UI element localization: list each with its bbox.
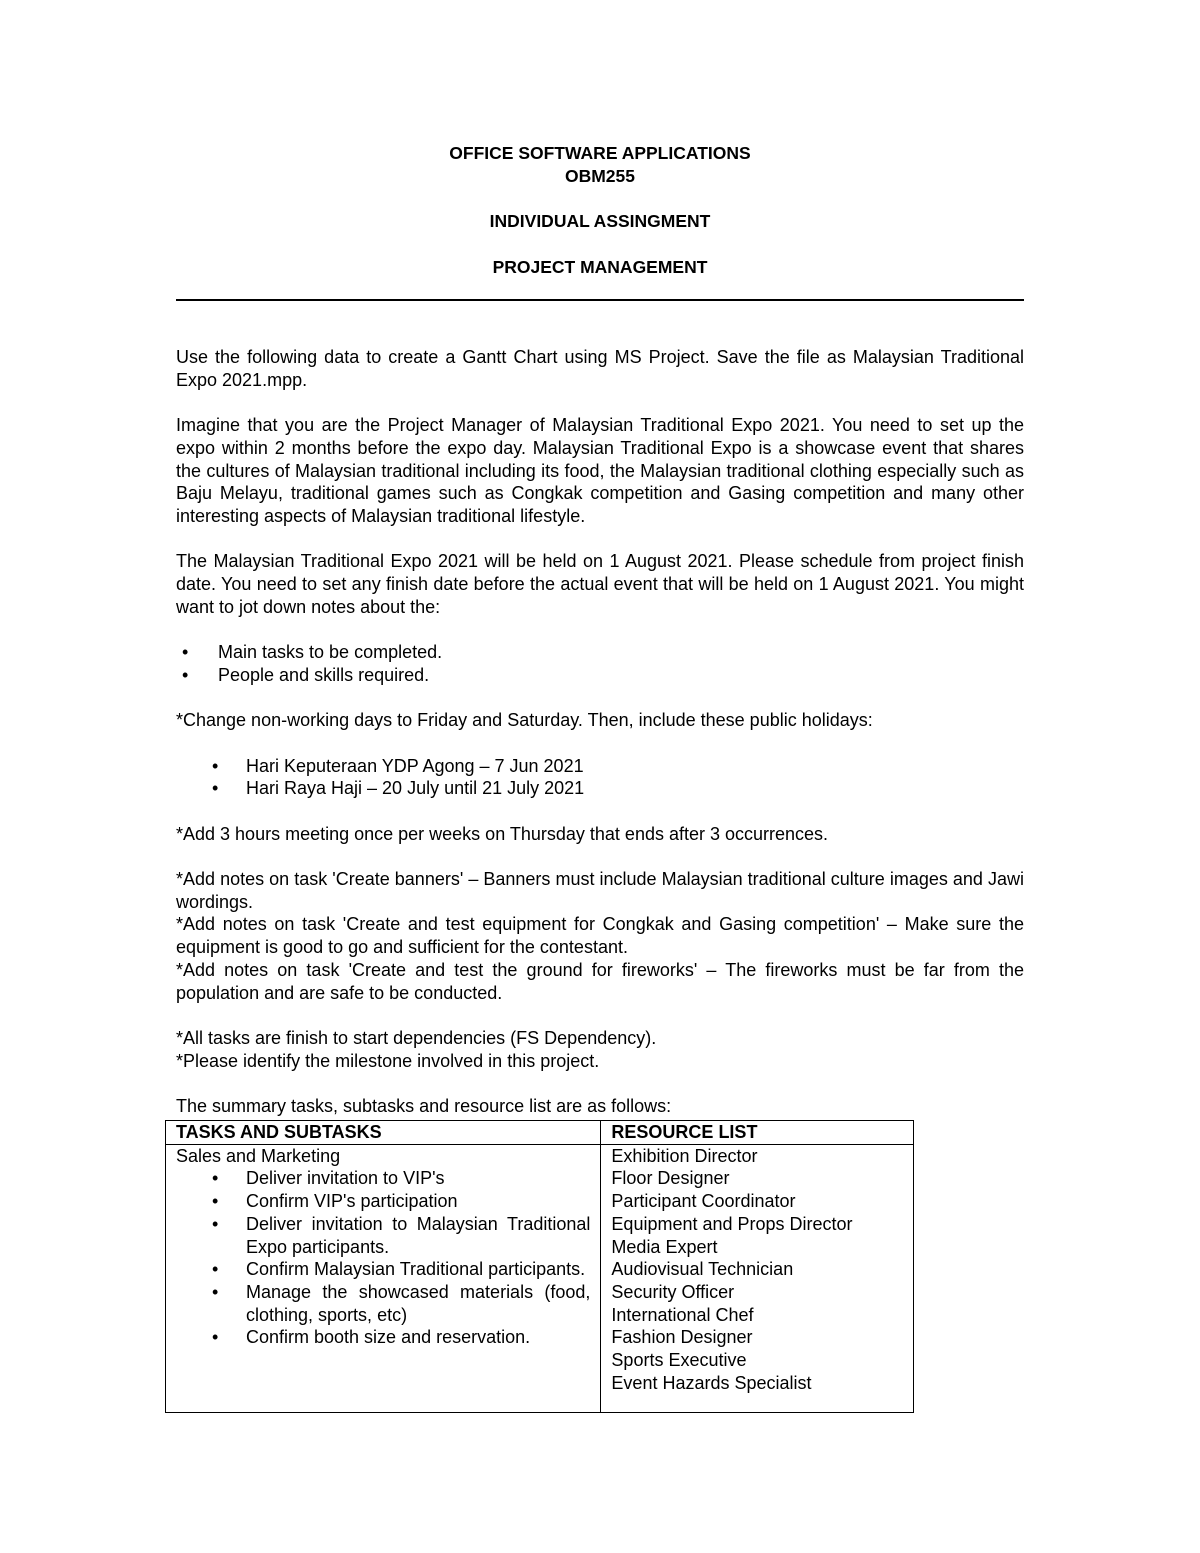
table-header-row — [166, 1121, 914, 1145]
list-item: • Manage the showcased materials (food, clothing, sports, etc) — [176, 1281, 590, 1326]
list-item: • People and skills required. — [176, 664, 1024, 687]
header-divider — [176, 299, 1024, 301]
course-title: OFFICE SOFTWARE APPLICATIONS — [449, 143, 751, 163]
resource-list — [611, 1145, 903, 1395]
dependency-note: *All tasks are finish to start dependencies (FS Dependency). — [176, 1027, 657, 1048]
equipment-note: *Add notes on task 'Create and test equipment for Congkak and Gasing competition' – Make sure the equipment is good to go and sufficient for the contestant. — [176, 914, 1024, 958]
holidays-list — [176, 755, 1024, 800]
list-item: • Confirm VIP's participation — [176, 1190, 590, 1213]
tasks-column-header: TASKS AND SUBTASKS — [166, 1121, 601, 1145]
milestone-note: *Please identify the milestone involved in this project. — [176, 1050, 600, 1071]
list-item: Exhibition Director — [611, 1145, 758, 1166]
list-item: • Main tasks to be completed. — [176, 641, 1024, 664]
meeting-note: *Add 3 hours meeting once per weeks on Thursday that ends after 3 occurrences. — [176, 823, 829, 844]
list-item: Floor Designer — [611, 1168, 730, 1189]
list-item: Fashion Designer — [611, 1327, 753, 1348]
list-item: • Confirm Malaysian Traditional participants. — [176, 1258, 590, 1281]
table-row — [166, 1144, 914, 1412]
summary-task: Sales and Marketing — [176, 1145, 341, 1166]
list-item: • Confirm booth size and reservation. — [176, 1326, 590, 1349]
subtasks-list — [176, 1167, 590, 1349]
instructions-body — [176, 346, 1024, 1118]
fireworks-note: *Add notes on task 'Create and test the ground for fireworks' – The fireworks must be far from the population and are safe to be conducted. — [176, 959, 1024, 1003]
list-item: Media Expert — [611, 1236, 718, 1257]
list-item: Sports Executive — [611, 1350, 747, 1371]
resources-cell — [601, 1144, 914, 1412]
scenario-paragraph: Imagine that you are the Project Manager of Malaysian Traditional Expo 2021. You need to set up the expo within 2 months before the expo day. Malaysian Traditional Expo is a showcase event that shares the cultures of Malaysian traditional including its food, the Malaysian traditional clothing especially such as Baju Melayu, traditional games such as Congkak competition and Gasing competition and many other interesting aspects of Malaysian traditional lifestyle. — [176, 415, 1024, 526]
assignment-type: INDIVIDUAL ASSINGMENT — [489, 211, 711, 231]
tasks-cell — [166, 1144, 601, 1412]
list-item: • Hari Raya Haji – 20 July until 21 July 2021 — [176, 777, 1024, 800]
notes-list — [176, 641, 1024, 686]
table-intro: The summary tasks, subtasks and resource list are as follows: — [176, 1096, 672, 1117]
resources-column-header: RESOURCE LIST — [601, 1121, 914, 1145]
list-item: • Deliver invitation to VIP's — [176, 1167, 590, 1190]
intro-paragraph: Use the following data to create a Gantt Chart using MS Project. Save the file as Malaysian Traditional Expo 2021.mpp. — [176, 347, 1024, 390]
list-item: Equipment and Props Director — [611, 1213, 853, 1234]
list-item: • Hari Keputeraan YDP Agong – 7 Jun 2021 — [176, 755, 1024, 778]
banners-note: *Add notes on task 'Create banners' – Banners must include Malaysian traditional culture images and Jawi wordings. — [176, 869, 1024, 912]
tasks-resources-table — [165, 1120, 914, 1413]
list-item: Security Officer — [611, 1281, 735, 1302]
assignment-topic: PROJECT MANAGEMENT — [492, 257, 708, 277]
list-item: International Chef — [611, 1304, 754, 1325]
nonworking-days-note: *Change non-working days to Friday and Saturday. Then, include these public holidays: — [176, 710, 873, 731]
list-item: Audiovisual Technician — [611, 1259, 794, 1280]
list-item: • Deliver invitation to Malaysian Traditional Expo participants. — [176, 1213, 590, 1258]
list-item: Event Hazards Specialist — [611, 1372, 812, 1393]
list-item: Participant Coordinator — [611, 1191, 796, 1212]
course-code: OBM255 — [564, 166, 636, 186]
schedule-paragraph: The Malaysian Traditional Expo 2021 will be held on 1 August 2021. Please schedule from project finish date. You need to set any finish date before the actual event that will be held on 1 August 2021. You might want to jot down notes about the: — [176, 551, 1024, 617]
